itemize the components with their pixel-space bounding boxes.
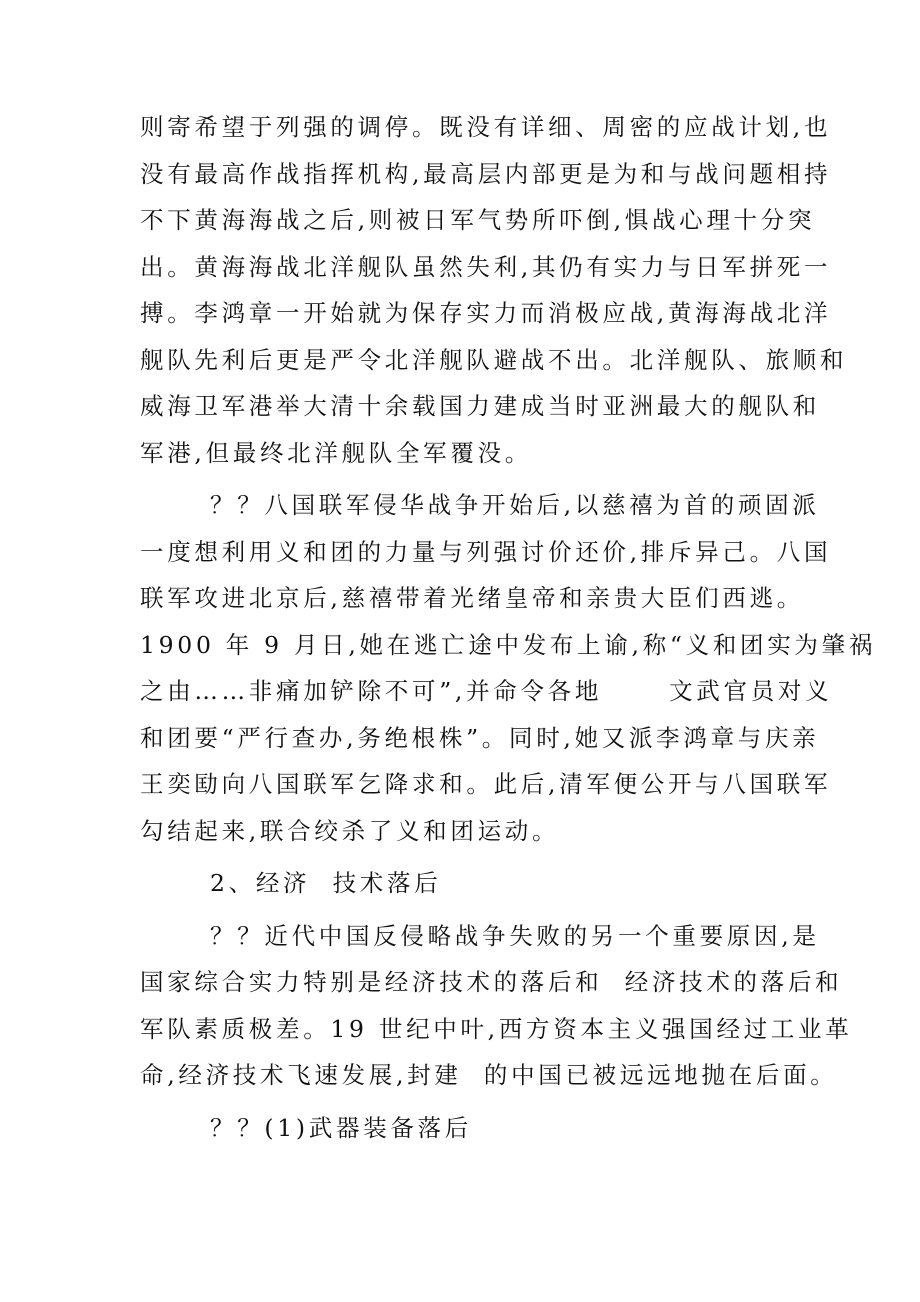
text-line: 没有最高作战指挥机构,最高层内部更是为和与战问题相持 xyxy=(140,159,832,188)
text-line: 之由……非痛加铲除不可”,并命令各地 文武官员对义 xyxy=(140,677,833,705)
text-line: 和团要“严行查办,务绝根株”。同时,她又派李鸿章与庆亲 xyxy=(140,723,820,752)
section-heading: 2、经济 技术落后 xyxy=(210,869,442,897)
text-line: 不下黄海海战之后,则被日军气势所吓倒,惧战心理十分突 xyxy=(140,206,816,234)
text-line: 联军攻进北京后,慈禧带着光绪皇帝和亲贵大臣们西逃。 xyxy=(140,584,804,612)
text-line: 国家综合实力特别是经济技术的落后和 经济技术的落后和 xyxy=(140,968,843,996)
text-line: ？？八国联军侵华战争开始后,以慈禧为首的顽固派 xyxy=(210,491,820,519)
text-line: 勾结起来,联合绞杀了义和团运动。 xyxy=(140,816,560,845)
text-line: 则寄希望于列强的调停。既没有详细、周密的应战计划,也 xyxy=(140,113,832,141)
text-line: 命,经济技术飞速发展,封建 的中国已被远远地抛在后面。 xyxy=(140,1061,838,1089)
text-line: 威海卫军港举大清十余载国力建成当时亚洲最大的舰队和 xyxy=(140,392,820,420)
text-line: ？？近代中国反侵略战争失败的另一个重要原因,是 xyxy=(210,921,820,950)
text-line: 搏。李鸿章一开始就为保存实力而消极应战,黄海海战北洋 xyxy=(140,299,832,327)
text-line: 王奕劻向八国联军乞降求和。此后,清军便公开与八国联军 xyxy=(140,770,832,798)
text-line: 军队素质极差。19 世纪中叶,西方资本主义强国经过工业革 xyxy=(140,1014,853,1043)
text-line: 一度想利用义和团的力量与列强讨价还价,排斥异己。八国 xyxy=(140,537,832,566)
text-line: 出。黄海海战北洋舰队虽然失利,其仍有实力与日军拼死一 xyxy=(140,252,832,281)
text-line: 军港,但最终北洋舰队全军覆没。 xyxy=(140,438,532,467)
text-line: 舰队先利后更是严令北洋舰队避战不出。北洋舰队、旅顺和 xyxy=(140,345,848,374)
body-text xyxy=(140,104,877,1151)
text-line: 1900 年 9 月日,她在逃亡途中发布上谕,称“义和团实为肇祸 xyxy=(140,630,877,659)
subsection-heading: ？？(1)武器装备落后 xyxy=(210,1113,472,1142)
